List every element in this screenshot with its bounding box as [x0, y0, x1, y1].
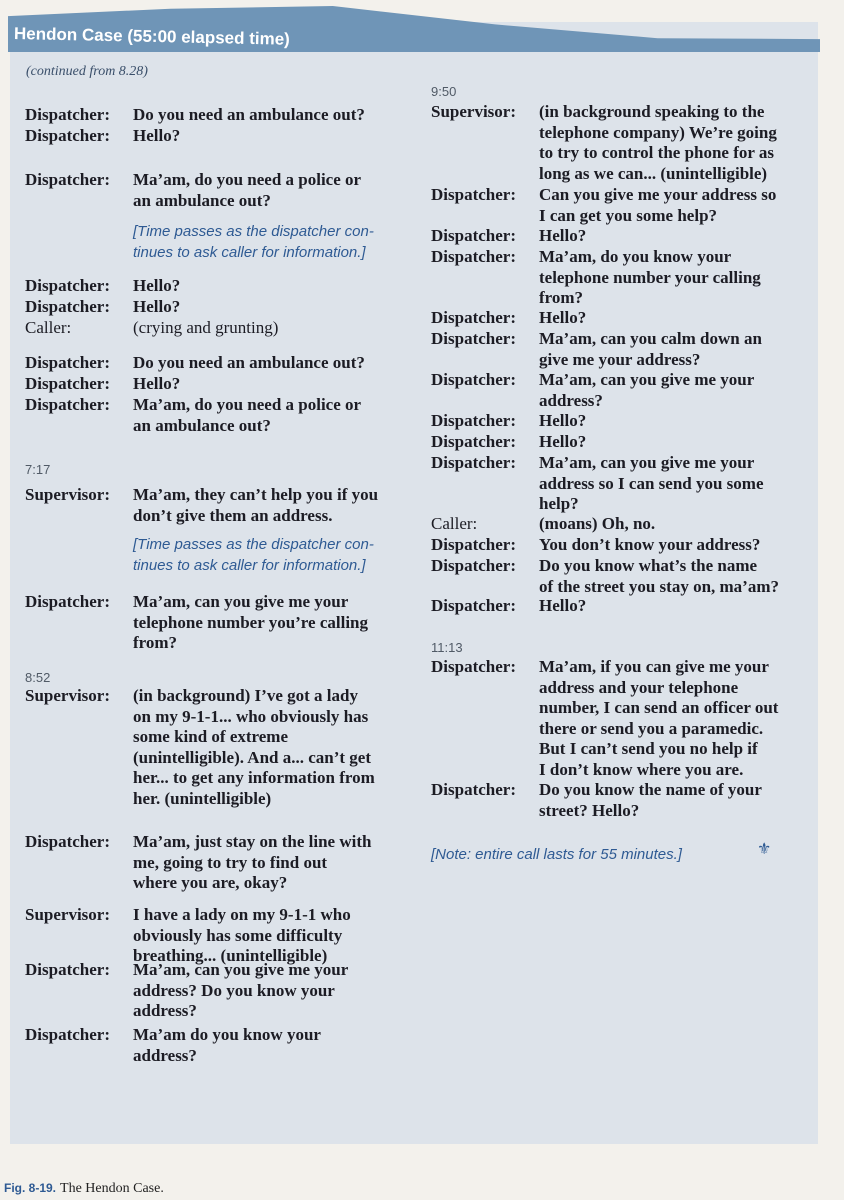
speech-text: Ma’am, if you can give me your address and your telephone number, I can send an officer out there or send you a paramedic. But I can’t send you no help if I don’t know where you are.	[539, 657, 779, 779]
speech-text: Ma’am, do you know your telephone number your calling from?	[539, 247, 761, 307]
speaker-label: Dispatcher:	[25, 592, 110, 611]
speech-text: Hello?	[539, 411, 587, 430]
speech-text: Ma’am, can you give me your telephone number you’re calling from?	[133, 592, 369, 652]
speech-text: (moans) Oh, no.	[539, 514, 656, 533]
speaker-label: Dispatcher:	[25, 353, 110, 372]
speech-text: Hello?	[539, 308, 587, 327]
speaker-label: Dispatcher:	[25, 126, 110, 145]
speech-text: Ma’am, do you need a police or an ambulance out?	[133, 395, 362, 435]
speech-text: Do you know the name of your street? Hello?	[539, 780, 762, 820]
speaker-label: Supervisor:	[431, 102, 516, 121]
speaker-label: Dispatcher:	[25, 374, 110, 393]
timestamp: 9:50	[431, 84, 457, 99]
speech-text: Do you need an ambulance out?	[133, 105, 365, 124]
speaker-label: Supervisor:	[25, 485, 110, 504]
speech-text: Do you need an ambulance out?	[133, 353, 365, 372]
speaker-label: Dispatcher:	[25, 1025, 110, 1044]
speaker-label: Dispatcher:	[431, 370, 516, 389]
transcript-note: [Note: entire call lasts for 55 minutes.]	[431, 846, 682, 863]
speech-text: I have a lady on my 9-1-1 who obviously has some difficulty breathing... (unintelligible)	[133, 905, 351, 965]
speech-text: Do you know what’s the name of the street you stay on, ma’am?	[539, 556, 780, 596]
timestamp: 7:17	[25, 462, 51, 477]
box-title: Hendon Case (55:00 elapsed time)	[13, 24, 291, 49]
speaker-label: Dispatcher:	[25, 170, 110, 189]
figure-caption-text: The Hendon Case.	[60, 1181, 164, 1196]
speech-text: Ma’am, can you calm down an give me your address?	[539, 329, 762, 369]
figure-caption	[4, 1181, 164, 1197]
transcript-note: [Time passes as the dispatcher con- tinues to ask caller for information.]	[133, 223, 374, 261]
speaker-label: Dispatcher:	[431, 596, 516, 615]
speech-text: Hello?	[539, 596, 587, 615]
speech-text: (in background) I’ve got a lady on my 9-1-1... who obviously has some kind of extreme (unintelligible). And a... can’t get her... to get any information from her. (unintelligible)	[133, 686, 375, 808]
speech-text: Ma’am, just stay on the line with me, going to try to find out where you are, okay?	[133, 832, 372, 892]
speaker-label: Caller:	[25, 318, 72, 337]
speech-text: Hello?	[133, 126, 181, 145]
speech-text: Hello?	[133, 297, 181, 316]
speaker-label: Dispatcher:	[431, 556, 516, 575]
speaker-label: Dispatcher:	[431, 247, 516, 266]
speaker-label: Dispatcher:	[25, 395, 110, 414]
speech-text: Hello?	[539, 226, 587, 245]
speech-text: Hello?	[133, 276, 181, 295]
speech-text: Can you give me your address so I can get you some help?	[539, 185, 777, 225]
speaker-label: Dispatcher:	[431, 226, 516, 245]
speech-text: You don’t know your address?	[539, 535, 761, 554]
speech-text: (in background speaking to the telephone company) We’re going to try to control the phone for as long as we can... (unintelligible)	[539, 102, 777, 183]
speaker-label: Dispatcher:	[431, 535, 516, 554]
speech-text: Ma’am do you know your address?	[133, 1025, 321, 1065]
speaker-label: Dispatcher:	[431, 329, 516, 348]
speaker-label: Dispatcher:	[431, 185, 516, 204]
speaker-label: Dispatcher:	[25, 105, 110, 124]
speaker-label: Dispatcher:	[431, 453, 516, 472]
transcript-note: [Time passes as the dispatcher con- tinues to ask caller for information.]	[133, 536, 374, 574]
speaker-label: Dispatcher:	[431, 657, 516, 676]
speaker-label: Dispatcher:	[431, 308, 516, 327]
figure-label: Fig. 8-19.	[4, 1181, 57, 1195]
speaker-label: Dispatcher:	[25, 960, 110, 979]
speaker-label: Dispatcher:	[25, 297, 110, 316]
speech-text: Ma’am, can you give me your address so I can send you some help?	[539, 453, 764, 513]
speech-text: Hello?	[539, 432, 587, 451]
continued-note: (continued from 8.28)	[26, 64, 148, 79]
speaker-label: Dispatcher:	[25, 832, 110, 851]
speaker-label: Dispatcher:	[431, 432, 516, 451]
timestamp: 8:52	[25, 670, 51, 685]
speaker-label: Dispatcher:	[431, 780, 516, 799]
speaker-label: Dispatcher:	[431, 411, 516, 430]
speaker-label: Dispatcher:	[25, 276, 110, 295]
speech-text: Hello?	[133, 374, 181, 393]
speech-text: (crying and grunting)	[133, 318, 279, 337]
speech-text: Ma’am, do you need a police or an ambulance out?	[133, 170, 362, 210]
timestamp: 11:13	[431, 640, 463, 655]
speech-text: Ma’am, can you give me your address? Do you know your address?	[133, 960, 349, 1020]
speaker-label: Supervisor:	[25, 905, 110, 924]
speech-text: Ma’am, can you give me your address?	[539, 370, 755, 410]
ornament-icon: ⚜	[757, 841, 772, 858]
speaker-label: Caller:	[431, 514, 478, 533]
speech-text: Ma’am, they can’t help you if you don’t give them an address.	[133, 485, 379, 525]
speaker-label: Supervisor:	[25, 686, 110, 705]
